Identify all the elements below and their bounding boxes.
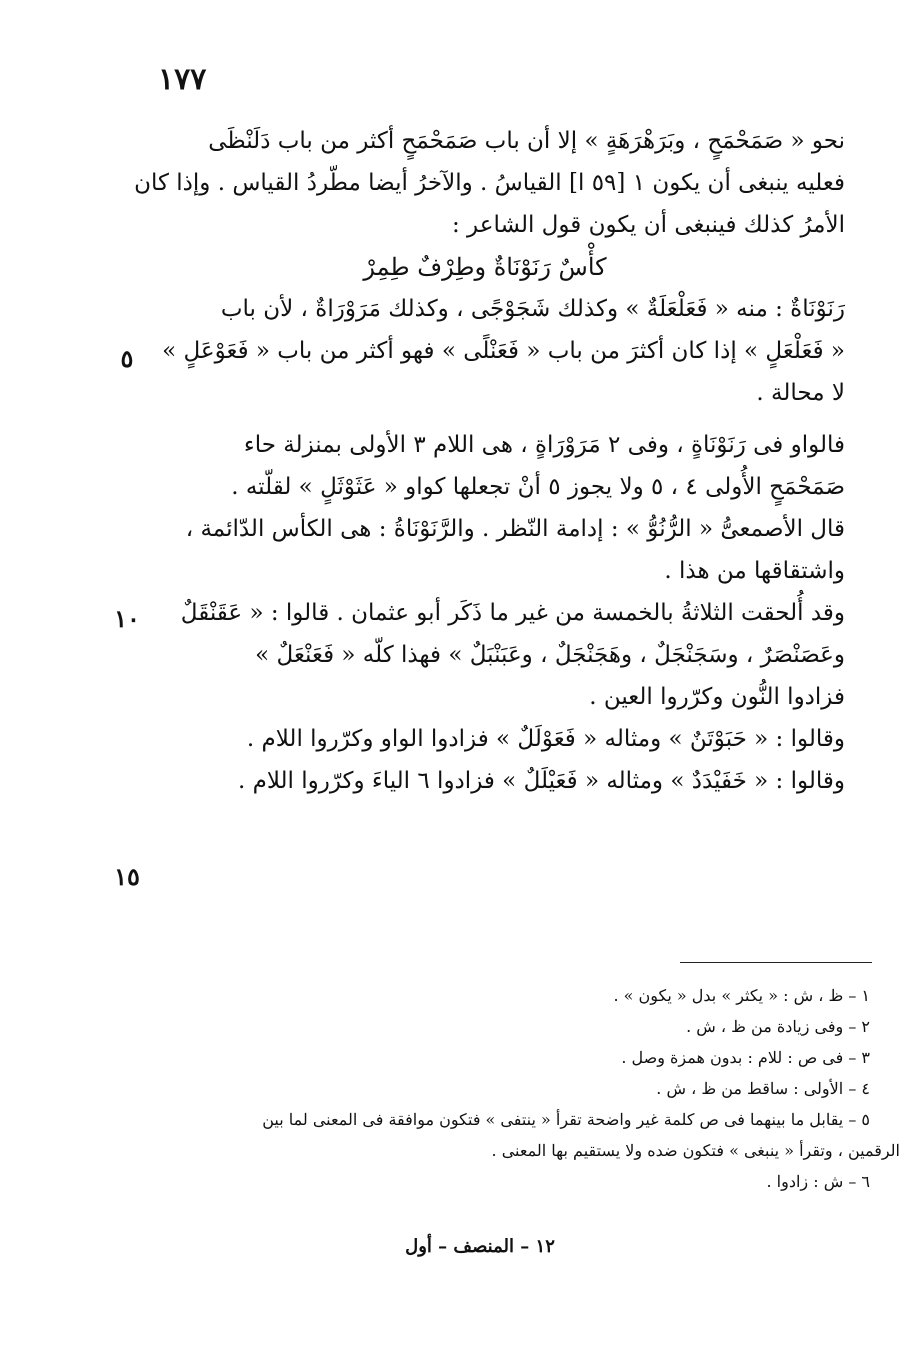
footnote: ٥ – يقابل ما بينهما فى ص كلمة غير واضحة تقرأ « ينتفى » فتكون موافقة فى المعنى لما بين xyxy=(262,1110,870,1129)
line-number-5: ٥ xyxy=(120,344,134,373)
footnotes xyxy=(170,980,900,1197)
text-line: « فَعَلْعَلٍ » إذا كان أكثرَ من باب « فَعَنْلًى » فهو أكثر من باب « فَعَوْعَلٍ » xyxy=(162,338,845,364)
footnote: ١ – ظ ، ش : « يكثر » بدل « يكون » . xyxy=(613,986,870,1005)
text-line: وقد أُلحقت الثلاثةُ بالخمسة من غير ما ذَكَر أبو عثمان . قالوا : « عَقَنْقَلٌ xyxy=(180,600,845,626)
text-line: وعَصَنْصَرٌ ، وسَجَنْجَلٌ ، وهَجَنْجَلٌ ، وعَبَنْبَلٌ » فهذا كلّه « فَعَنْعَلٌ » xyxy=(255,642,845,668)
text-line: صَمَحْمَحٍ الأُولى ٤ ، ٥ ولا يجوز ٥ أنْ تجعلها كواو « عَثَوْثَلٍ » لقلّته . xyxy=(231,474,845,500)
text-line: فعليه ينبغى أن يكون ١ [٥٩ ا] القياسُ . والآخرُ أيضا مطّردُ القياس . وإذا كان xyxy=(134,170,845,196)
main-text xyxy=(125,120,845,802)
footnote: ٣ – فى ص : للام : بدون همزة وصل . xyxy=(621,1048,870,1067)
text-line: قال الأصمعىُّ « الرُّنُوُّ » : إدامة النّظر . والرَّنَوْنَاةُ : هى الكأس الدّائمة ، xyxy=(185,516,845,542)
text-line: فزادوا النُّون وكرّروا العين . xyxy=(589,684,845,710)
line-number-15: ١٥ xyxy=(114,862,140,891)
text-line: نحو « صَمَحْمَحٍ ، وبَرَهْرَهَةٍ » إلا أن باب صَمَحْمَحٍ أكثر من باب دَلَنْظَى xyxy=(208,128,845,154)
text-line: واشتقاقها من هذا . xyxy=(664,558,845,584)
footnote: ٢ – وفى زيادة من ظ ، ش . xyxy=(686,1017,870,1036)
footnote: ٦ – ش : زادوا . xyxy=(766,1172,870,1191)
printer-signature: ١٢ – المنصف – أول xyxy=(405,1236,555,1257)
verse-line: كأْسٌ رَنَوْنَاةٌ وطِرْفٌ طِمِرْ xyxy=(363,253,607,281)
text-line: وقالوا : « خَفَيْدَدٌ » ومثاله « فَعَيْلَلٌ » فزادوا ٦ الياءَ وكرّروا اللام . xyxy=(237,768,845,794)
text-line: فالواو فى رَنَوْنَاةٍ ، وفى ٢ مَرَوْرَاةٍ ، هى اللام ٣ الأولى بمنزلة حاء xyxy=(243,432,845,458)
footnote: ٤ – الأولى : ساقط من ظ ، ش . xyxy=(656,1079,870,1098)
page-number: ١٧٧ xyxy=(158,62,207,97)
text-line: وقالوا : « حَبَوْتَنٌ » ومثاله « فَعَوْلَلٌ » فزادوا الواو وكرّروا اللام . xyxy=(246,726,845,752)
footnote-separator xyxy=(680,962,872,963)
footnote-continuation: الرقمين ، وتقرأ « ينبغى » فتكون ضده ولا يستقيم بها المعنى . xyxy=(491,1141,900,1160)
line-number-10: ١٠ xyxy=(114,604,140,633)
text-line: الأمرُ كذلك فينبغى أن يكون قول الشاعر : xyxy=(451,212,845,238)
text-line: لا محالة . xyxy=(756,380,845,406)
text-line: رَنَوْنَاةٌ : منه « فَعَلْعَلَةٌ » وكذلك شَجَوْجًى ، وكذلك مَرَوْرَاةٌ ، لأن باب xyxy=(220,296,845,322)
